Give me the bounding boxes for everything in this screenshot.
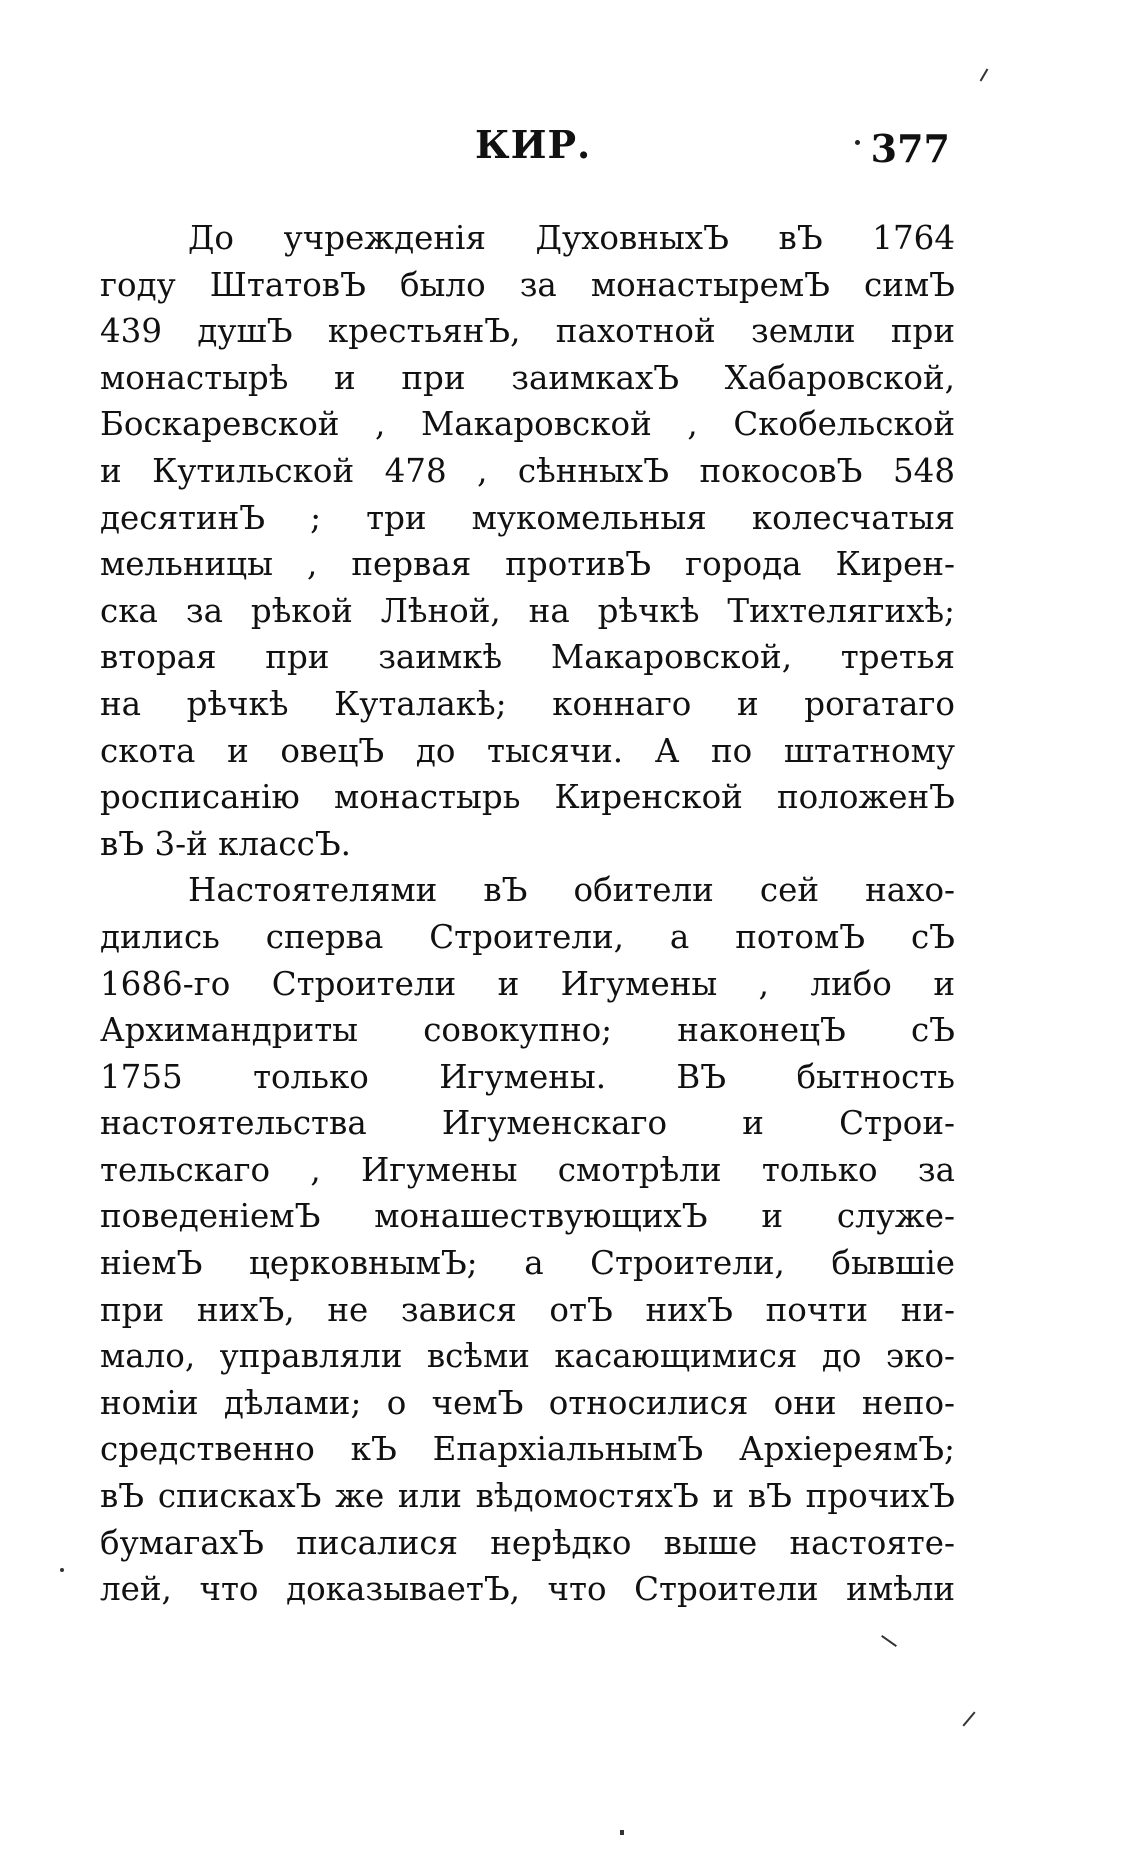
text-line: мельницы , первая противЪ города Кирен- — [100, 545, 955, 584]
text-line: настоятельства Игуменскаго и Строи- — [100, 1104, 955, 1143]
text-line: До учрежденія ДуховныхЪ вЪ 1764 — [188, 219, 955, 257]
running-head-dot — [855, 140, 860, 145]
text-line: году ШтатовЪ было за монастыремЪ симЪ — [100, 265, 955, 304]
text-line: вторая при заимкѣ Макаровской, третья — [100, 638, 955, 677]
running-head-title: КИР. — [475, 122, 592, 167]
text-line: Архимандриты совокупно; наконецЪ сЪ — [100, 1011, 955, 1050]
scan-speck — [881, 1635, 897, 1647]
scan-speck — [60, 1568, 64, 1572]
text-line: бумагахЪ писалися нерѣдко выше настояте- — [100, 1523, 955, 1562]
text-line: при нихЪ, не завися отЪ нихЪ почти ни- — [100, 1290, 955, 1329]
text-line: средственно кЪ ЕпархіальнымЪ АрхіереямЪ; — [100, 1430, 955, 1469]
text-line: росписанію монастырь Киренской положенЪ — [100, 778, 955, 817]
running-head — [100, 122, 950, 172]
scan-speck — [620, 1830, 624, 1835]
text-line: на рѣчкѣ Куталакѣ; коннаго и рогатаго — [100, 684, 955, 723]
scan-speck — [980, 68, 989, 81]
text-line: дились сперва Строители, а потомЪ сЪ — [100, 917, 955, 956]
page-number: 377 — [870, 126, 950, 171]
text-line: ска за рѣкой Лѣной, на рѣчкѣ Тихтелягихѣ; — [100, 591, 955, 630]
text-line: 1686-го Строители и Игумены , либо и — [100, 964, 955, 1003]
text-line: поведеніемЪ монашествующихЪ и служе- — [100, 1197, 955, 1236]
text-line: Настоятелями вЪ обители сей нахо- — [188, 871, 955, 910]
text-line: вЪ 3-й классЪ. — [100, 824, 351, 863]
text-line: 1755 только Игумены. ВЪ бытность — [100, 1057, 955, 1096]
scan-speck — [962, 1711, 975, 1726]
body-text — [100, 215, 955, 1613]
text-line: и Кутильской 478 , сѣнныхЪ покосовЪ 548 — [100, 451, 955, 490]
text-line: лей, что доказываетЪ, что Строители имѣли — [100, 1570, 955, 1609]
text-line: номіи дѣлами; о чемЪ относилися они непо- — [100, 1383, 955, 1422]
text-line: вЪ спискахЪ же или вѣдомостяхЪ и вЪ прочихЪ — [100, 1477, 955, 1516]
text-line: Боскаревской , Макаровской , Скобельской — [100, 405, 955, 444]
text-line: 439 душЪ крестьянЪ, пахотной земли при — [100, 312, 955, 351]
text-line: скота и овецЪ до тысячи. А по штатному — [100, 731, 955, 770]
text-line: монастырѣ и при заимкахЪ Хабаровской, — [100, 358, 955, 397]
text-line: мало, управляли всѣми касающимися до эко- — [100, 1337, 955, 1376]
text-line: десятинЪ ; три мукомельныя колесчатыя — [100, 498, 955, 537]
text-line: ніемЪ церковнымЪ; а Строители, бывшіе — [100, 1244, 955, 1283]
text-line: тельскаго , Игумены смотрѣли только за — [100, 1150, 955, 1189]
